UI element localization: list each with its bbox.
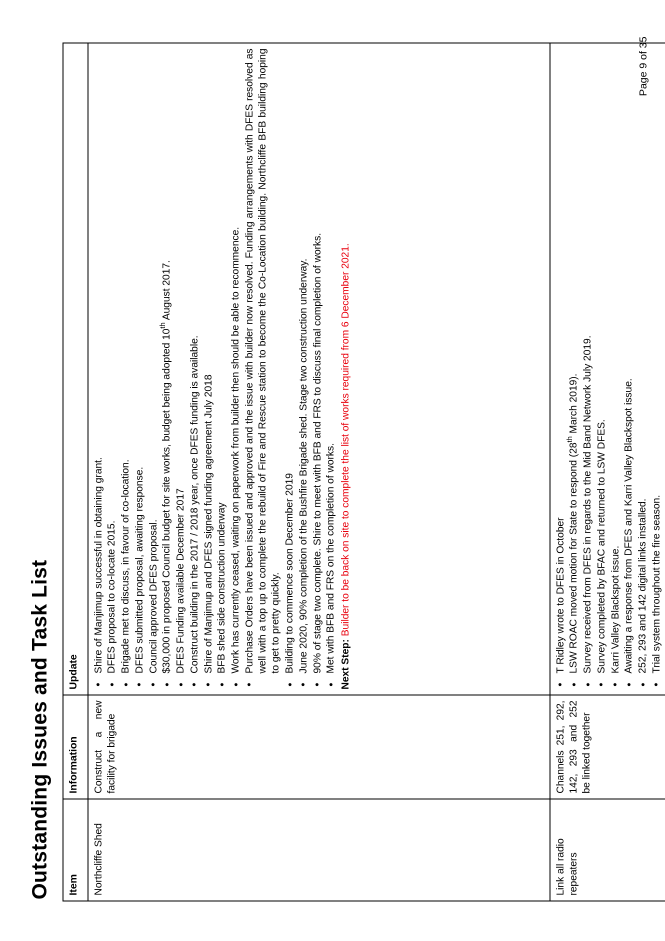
- page-number-footer: Page 9 of 35: [637, 36, 649, 96]
- item-name: Link all radio repeaters: [554, 837, 579, 895]
- column-header-update: Update: [63, 43, 88, 695]
- cell-item: [549, 799, 665, 901]
- outstanding-issues-table: [62, 42, 665, 901]
- list-item: • DFES proposal to co-locate 2015.: [105, 48, 118, 689]
- next-step-line: [339, 48, 352, 689]
- next-step-label: Next Step:: [339, 638, 351, 689]
- table-row: [549, 43, 665, 901]
- table-row: [87, 43, 549, 901]
- update-bullet-list: [92, 48, 338, 689]
- list-item: • Brigade met to discuss, in favour of co-location.: [119, 48, 132, 689]
- information-text: Channels 251, 292, 142, 293 and 252 be linked together: [554, 700, 593, 793]
- list-item: • Shire of Manjimup and DFES signed funding agreement July 2018: [202, 48, 215, 689]
- list-item: • Shire of Manjimup successful in obtaining grant.: [92, 48, 105, 689]
- list-item: • $30,000 in proposed Council budget for site works, budget being adopted 10th August 2017.: [160, 48, 173, 689]
- column-header-information: Information: [63, 695, 88, 799]
- list-item: • Purchase Orders have been issued and approved and the issue with builder now resolved. Funding arrangements with DFES resolved as well with a top up to complete the rebuild of Fire and Rescue station to become the Co-Location building. Northcliffe BFB building hoping to get to pretty quickly.: [243, 48, 283, 689]
- cell-update: [87, 43, 549, 695]
- next-step-text: Builder to be back on site to complete the list of works required from 6 December 2021.: [339, 242, 351, 636]
- list-item: • DFES submitted proposal, awaiting response.: [133, 48, 146, 689]
- column-header-item: Item: [63, 799, 88, 901]
- information-text: Construct a new facility for brigade: [92, 700, 117, 793]
- cell-information: [549, 695, 665, 799]
- list-item: • LSW ROAC moved motion for State to respond (28th March 2019).: [567, 48, 580, 689]
- list-item: • Survey completed by BFAC and returned to LSW DFES.: [595, 48, 608, 689]
- cell-information: [87, 695, 549, 799]
- list-item: • DFES Funding available December 2017: [174, 48, 187, 689]
- cell-item: [87, 799, 549, 901]
- list-item: • T Ridley wrote to DFES in October: [554, 48, 567, 689]
- list-item: • BFB shed side construction underway: [215, 48, 228, 689]
- list-item: • 90% of stage two complete. Shire to meet with BFB and FRS to discuss final completion of works.: [311, 48, 324, 689]
- list-item: • Trial system throughout the fire season.: [650, 48, 663, 689]
- list-item: • Council approved DFES proposal.: [147, 48, 160, 689]
- cell-update: [549, 43, 665, 695]
- list-item: • Building to commence soon December 2019: [283, 48, 296, 689]
- list-item: • Karri Valley Blackspot issue.: [609, 48, 622, 689]
- list-item: • Work has currently ceased, waiting on paperwork from builder then should be able to recommence.: [229, 48, 242, 689]
- item-name: Northcliffe Shed: [92, 822, 104, 895]
- list-item: • Met with BFB and FRS on the completion of works.: [324, 48, 337, 689]
- list-item: • Construct building in the 2017 / 2018 year, once DFES funding is available.: [188, 48, 201, 689]
- list-item: • June 2020, 90% completion of the Bushfire Brigade shed. Stage two construction underway.: [297, 48, 310, 689]
- table-header-row: [63, 43, 88, 901]
- list-item: • Survey received from DFES in regards to the Mid Band Network July 2019.: [581, 48, 594, 689]
- list-item: • 252, 293 and 142 digital links installed.: [636, 48, 649, 689]
- update-bullet-list: [554, 48, 664, 689]
- list-item: • Awaiting a response from DFES and Karri Valley Blackspot issue.: [622, 48, 635, 689]
- page-title: Outstanding Issues and Task List: [28, 559, 51, 899]
